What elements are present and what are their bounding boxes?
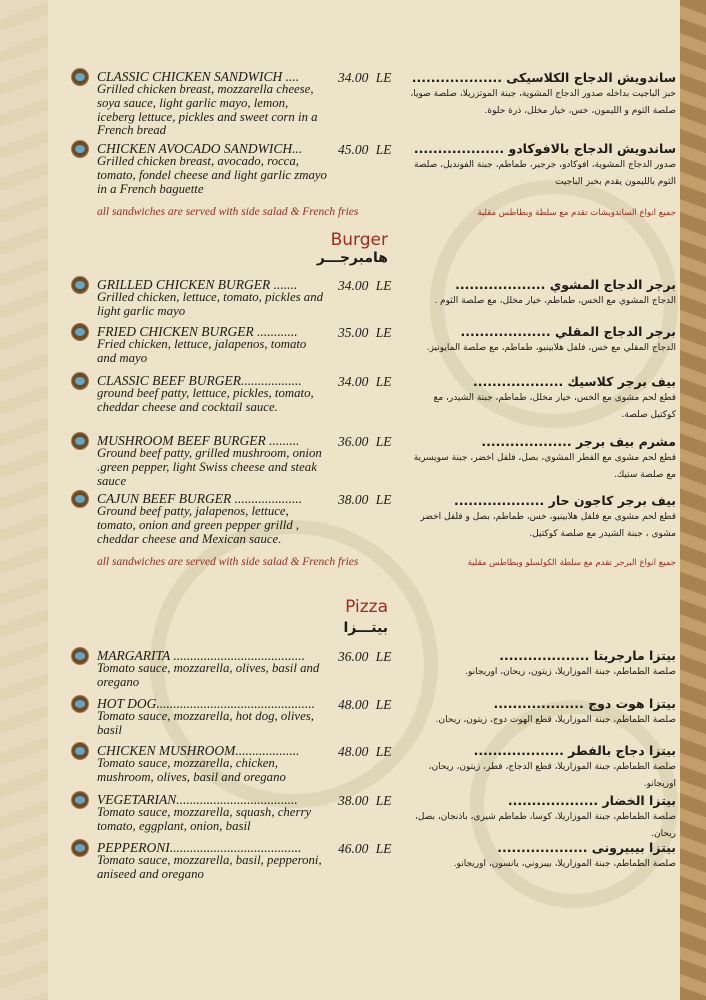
item-name: VEGETARIAN.................................... [97, 792, 298, 807]
item-description: Fried chicken, lettuce, jalapenos, tomato and mayo [97, 337, 307, 365]
item-name: GRILLED CHICKEN BURGER ....... [97, 277, 298, 292]
item-price: 46.00 LE [338, 841, 392, 856]
item-description-arabic: صلصة الطماطم، جبنة الموزاريلا، قطع الهوت دوج، زيتون، ريحان. [435, 715, 676, 725]
menu-item-arabic [406, 696, 676, 729]
section-note-ar: جميع انواع الساندويشات تقدم مع سلطة وبطاطس مقلية [477, 208, 676, 218]
item-name: FRIED CHICKEN BURGER ............ [97, 324, 298, 339]
bullet-icon [72, 696, 88, 712]
item-description-arabic: قطع لحم مشوى مع الخس، خيار مخلل، طماطم، جبنة الشيدر، مع كوكتيل صلصة. [433, 393, 676, 420]
item-price: 34.00 LE [338, 374, 392, 389]
right-decorative-border [680, 0, 706, 1000]
menu-item-arabic [406, 793, 676, 843]
item-name-arabic: بيف برجر كاجون حار ................... [454, 493, 676, 508]
bullet-icon [72, 69, 88, 85]
item-description: Tomato sauce, mozzarella, chicken, mushroom, olives, basil and oregano [97, 756, 286, 784]
item-description: Grilled chicken breast, mozzarella cheese, soya sauce, light garlic mayo, lemon, iceberg lettuce, pickles and sweet corn in a French bread [97, 82, 318, 138]
item-description-arabic: خبز الباجيت بداخله صدور الدجاج المشوية، جبنة الموتزريلا، صلصة صويا، صلصة الثوم و الليمون، خس، خيار مخلل، ذرة حلوة. [410, 89, 676, 116]
item-name: CHICKEN AVOCADO SANDWICH... [97, 141, 303, 156]
item-name-arabic: ساندويش الدجاج بالافوكادو ................... [413, 141, 676, 156]
item-name-arabic: بيتزا مارجريتا ................... [499, 648, 676, 663]
item-description-arabic: الدجاج المشوي مع الخس، طماطم، خيار مخلل، مع صلصة الثوم . [434, 296, 676, 306]
section-title-ar: بيتـــزا [343, 620, 388, 636]
menu-item-arabic [406, 70, 676, 120]
bullet-icon [72, 792, 88, 808]
item-price: 36.00 LE [338, 649, 392, 664]
item-name: CLASSIC BEEF BURGER.................. [97, 373, 302, 388]
item-description: Grilled chicken breast, avocado, rocca, tomato, fondel cheese and light garlic zmayo in a French baguette [97, 154, 327, 196]
bullet-icon [72, 141, 88, 157]
item-description: Tomato sauce, mozzarella, squash, cherry tomato, eggplant, onion, basil [97, 805, 312, 833]
item-name: MUSHROOM BEEF BURGER ......... [97, 433, 300, 448]
section-title-en: Burger [330, 230, 388, 250]
item-description: Tomato sauce, mozzarella, olives, basil and oregano [97, 661, 320, 689]
item-name-arabic: بيتزا بيبيرونى ................... [497, 840, 676, 855]
item-name: MARGARITA ....................................... [97, 648, 305, 663]
item-description-arabic: صلصة الطماطم، جبنة الموزاريلا، كوسا، طماطم شيرى، باذنجان، بصل، ريحان. [414, 812, 676, 839]
left-decorative-border [0, 0, 48, 1000]
bullet-icon [72, 743, 88, 759]
bullet-icon [72, 324, 88, 340]
item-price: 48.00 LE [338, 744, 392, 759]
menu-item-arabic [406, 743, 676, 793]
bullet-icon [72, 840, 88, 856]
item-name: CLASSIC CHICKEN SANDWICH .... [97, 69, 300, 84]
menu-item-arabic [406, 141, 676, 191]
bullet-icon [72, 648, 88, 664]
bullet-icon [72, 491, 88, 507]
menu-item-arabic [406, 277, 676, 310]
item-name-arabic: برجر الدجاج المقلي ................... [460, 324, 676, 339]
item-price: 34.00 LE [338, 278, 392, 293]
item-description-arabic: صلصة الطماطم، جبنة الموزاريلا، زيتون، ريحان، اوريجانو. [465, 667, 676, 677]
bullet-icon [72, 433, 88, 449]
item-description-arabic: صلصة الطماطم، جبنة الموزاريلا، قطع الدجاج، فطر، زيتون، ريحان، اوريجانو. [428, 762, 676, 789]
section-note-ar: جميع انواع البرجر تقدم مع سلطة الكولسلو وبطاطس مقلية [467, 558, 676, 568]
item-name-arabic: بيف برجر كلاسيك ................... [472, 374, 676, 389]
item-price: 38.00 LE [338, 492, 392, 507]
menu-item-arabic [406, 324, 676, 357]
menu-item-arabic [406, 434, 676, 484]
item-price: 48.00 LE [338, 697, 392, 712]
item-name-arabic: بيتزا الخضار ................... [507, 793, 676, 808]
item-description: Tomato sauce, mozzarella, basil, pepperoni, aniseed and oregano [97, 853, 322, 881]
item-name-arabic: بيتزا دجاج بالفطر ................... [473, 743, 676, 758]
item-name: HOT DOG............................................... [97, 696, 316, 711]
item-name: CHICKEN MUSHROOM................... [97, 743, 300, 758]
menu-item-arabic [406, 374, 676, 424]
item-description-arabic: صدور الدجاج المشوية، افوكادو، جرجير، طماطم، جبنة الفونديل، صلصة الثوم بالليمون يقدم بخبز الباجيت [414, 160, 676, 187]
item-name-arabic: مشرم بيف برجر ................... [481, 434, 676, 449]
item-description-arabic: الدجاج المقلي مع خس، فلفل هلابينيو، طماطم، مع صلصة المايونيز. [426, 343, 676, 353]
item-description-arabic: قطع لحم مشوى مع فلفل هلابينيو، خس، طماطم، بصل و فلفل اخضر مشوي ، جبنة الشيدر مع صلصة كوكتيل. [420, 512, 676, 539]
item-name-arabic: بيتزا هوت دوج ................... [493, 696, 676, 711]
item-price: 38.00 LE [338, 793, 392, 808]
menu-item-arabic [406, 648, 676, 681]
item-description: Tomato sauce, mozzarella, hot dog, olives, basil [97, 709, 314, 737]
menu-item-arabic [406, 493, 676, 543]
section-title-ar: هامبرجـــر [316, 250, 388, 266]
item-description-arabic: قطع لحم مشوى مع الفطر المشوي، بصل، فلفل اخضر، جبنة سويسرية مع صلصة ستيك. [413, 453, 676, 480]
item-description: Ground beef patty, grilled mushroom, onion .green pepper, light Swiss cheese and steak sauce [97, 446, 322, 488]
item-description: Grilled chicken, lettuce, tomato, pickles and light garlic mayo [97, 290, 324, 318]
item-description: ground beef patty, lettuce, pickles, tomato, cheddar cheese and cocktail sauce. [97, 386, 314, 414]
item-price: 35.00 LE [338, 325, 392, 340]
section-note-en: all sandwiches are served with side salad & French fries [97, 556, 359, 568]
item-description: Ground beef patty, jalapenos, lettuce, tomato, onion and green pepper grilld , cheddar cheese and Mexican sauce. [97, 504, 300, 546]
item-description-arabic: صلصة الطماطم، جبنة الموزاريلا، بيبروني، يانسون، اوريجانو. [453, 859, 676, 869]
section-title-en: Pizza [345, 597, 388, 617]
section-note-en: all sandwiches are served with side salad & French fries [97, 206, 359, 218]
item-name-arabic: ساندويش الدجاج الكلاسيكى ................... [411, 70, 676, 85]
item-name: PEPPERONI....................................... [97, 840, 302, 855]
bullet-icon [72, 277, 88, 293]
item-price: 34.00 LE [338, 70, 392, 85]
item-price: 45.00 LE [338, 142, 392, 157]
item-name: CAJUN BEEF BURGER .................... [97, 491, 303, 506]
menu-item-arabic [406, 840, 676, 873]
item-price: 36.00 LE [338, 434, 392, 449]
bullet-icon [72, 373, 88, 389]
item-name-arabic: برجر الدجاج المشوي ................... [455, 277, 676, 292]
